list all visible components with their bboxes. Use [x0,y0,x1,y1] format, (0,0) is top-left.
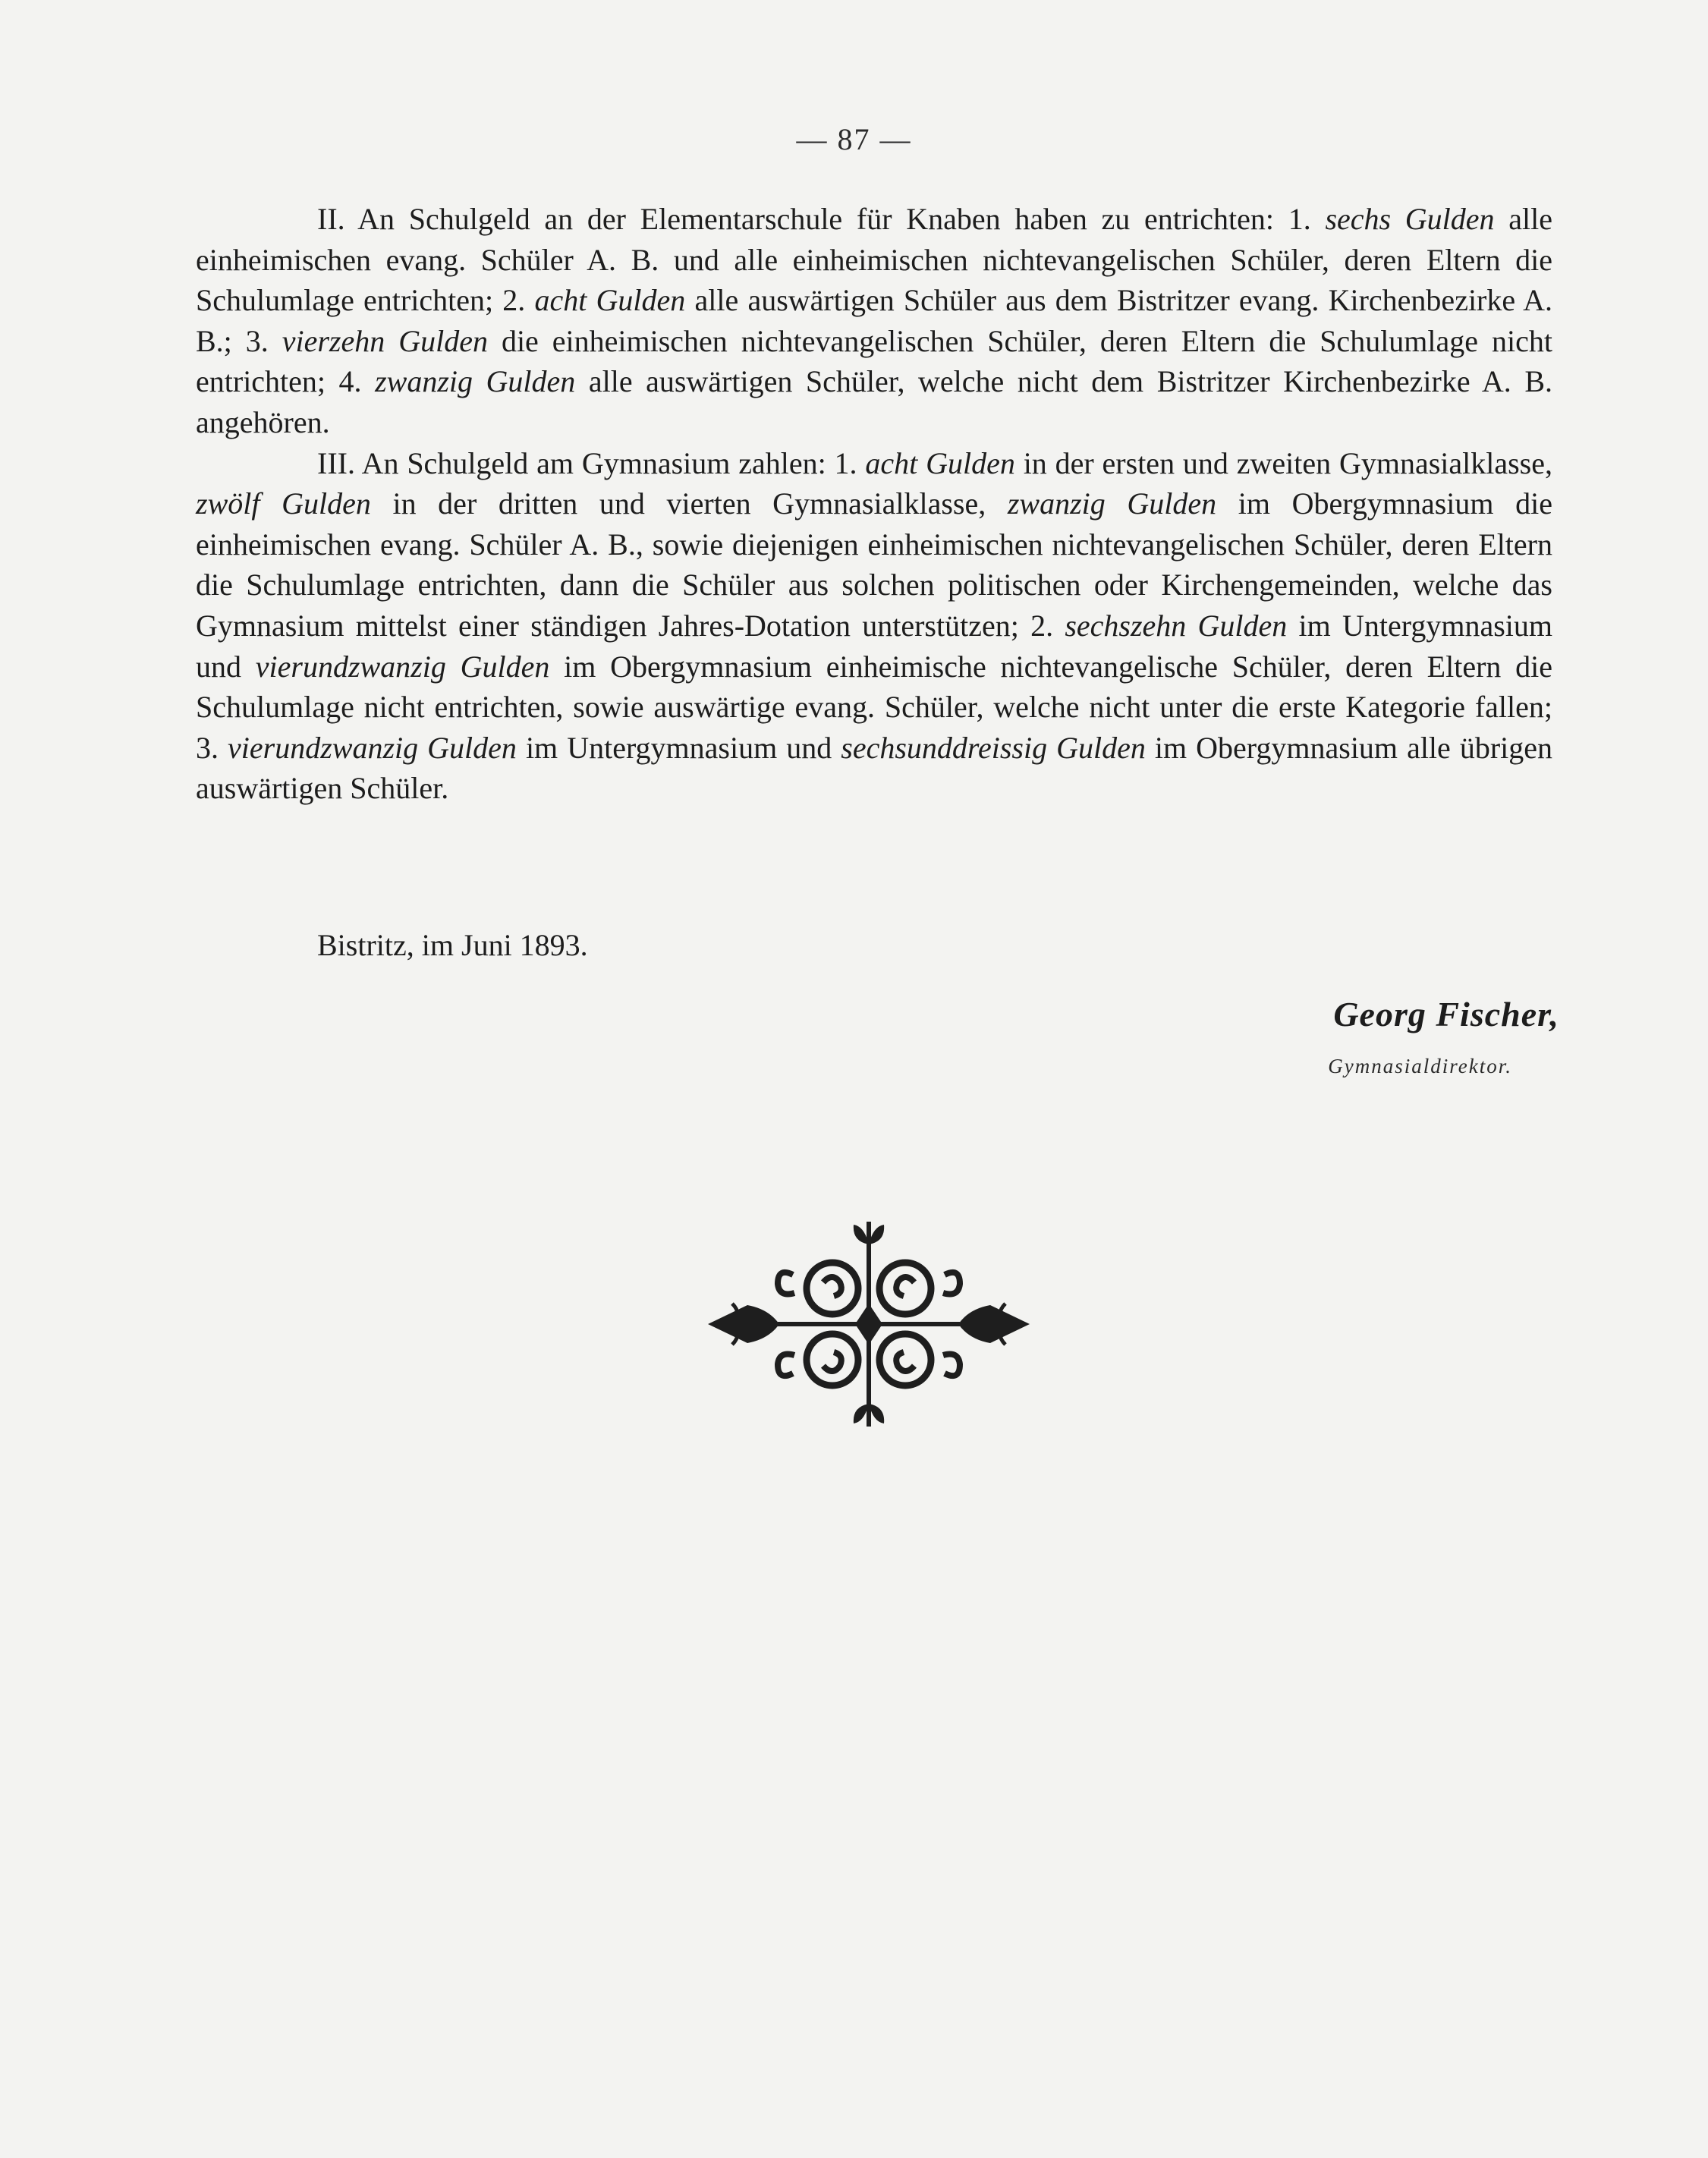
ornament-curl [896,1277,914,1296]
ornament-curl [896,1352,914,1371]
ornament-sprout [854,1404,869,1423]
ornament-svg [702,1214,1036,1434]
page-number: — 87 — [796,122,912,156]
signature-name: Georg Fischer, [1333,995,1559,1033]
ornament-sprout [869,1225,884,1244]
ornament-sprout [869,1404,884,1423]
ornament-scroll [943,1272,960,1294]
ornament-sprout [854,1225,869,1244]
ornament-ring [807,1334,858,1386]
body-text [196,199,1552,809]
ornament-ring [807,1263,858,1314]
ornament-leaf-right [958,1305,1030,1343]
signature-title: Gymnasialdirektor. [1328,1055,1512,1077]
paragraph-gymnasium-fees: III. An Schulgeld am Gymnasium zahlen: 1. acht Gulden in der ersten und zweiten Gymnasialklasse, zwölf Gulden in der dritten und vierten Gymnasialklasse, zwanzig Gulden im Obergymnasium die einheimischen evang. Schüler A. B., sowie diejenigen einheimischen nichtevangelischen Schüler, deren Eltern die Schulumlage entrichten, dann die Schüler aus solchen politischen oder Kirchengemeinden, welche das Gymnasium mittelst einer ständigen Jahres-Dotation unterstützen; 2. sechszehn Gulden im Untergymnasium und vierundzwanzig Gulden im Obergymnasium einheimische nichtevangelische Schüler, deren Eltern die Schulumlage nicht entrichten, sowie auswärtige evang. Schüler, welche nicht unter die erste Kategorie fallen; 3. vierundzwanzig Gulden im Untergymnasium und sechsunddreissig Gulden im Obergymnasium alle übrigen auswärtigen Schüler. [196,445,1553,806]
paragraph-elementary-school-fees: II. An Schulgeld an der Elementarschule für Knaben haben zu entrichten: 1. sechs Gulden alle einheimischen evang. Schüler A. B. und alle einheimischen nichtevangelischen Schüler, deren Eltern die Schulumlage entrichten; 2. acht Gulden alle auswärtigen Schüler aus dem Bistritzer evang. Kirchenbezirke A. B.; 3. vierzehn Gulden die einheimischen nichtevangelischen Schüler, deren Eltern die Schulumlage nicht entrichten; 4. zwanzig Gulden alle auswärtigen Schüler, welche nicht dem Bistritzer Kirchenbezirke A. B. angehören. [196,202,1553,439]
ornament-scroll [778,1354,794,1376]
ornament-scroll [778,1272,794,1294]
ornament-leaf-left [708,1305,779,1343]
ornament-curl [823,1352,841,1371]
place-date: Bistritz, im Juni 1893. [317,928,588,962]
floral-vignette-icon [702,1214,1036,1434]
ornament-curl [823,1277,841,1296]
ornament-scroll [943,1354,960,1376]
ornament-ring [879,1263,931,1314]
ornament-ring [879,1334,931,1386]
